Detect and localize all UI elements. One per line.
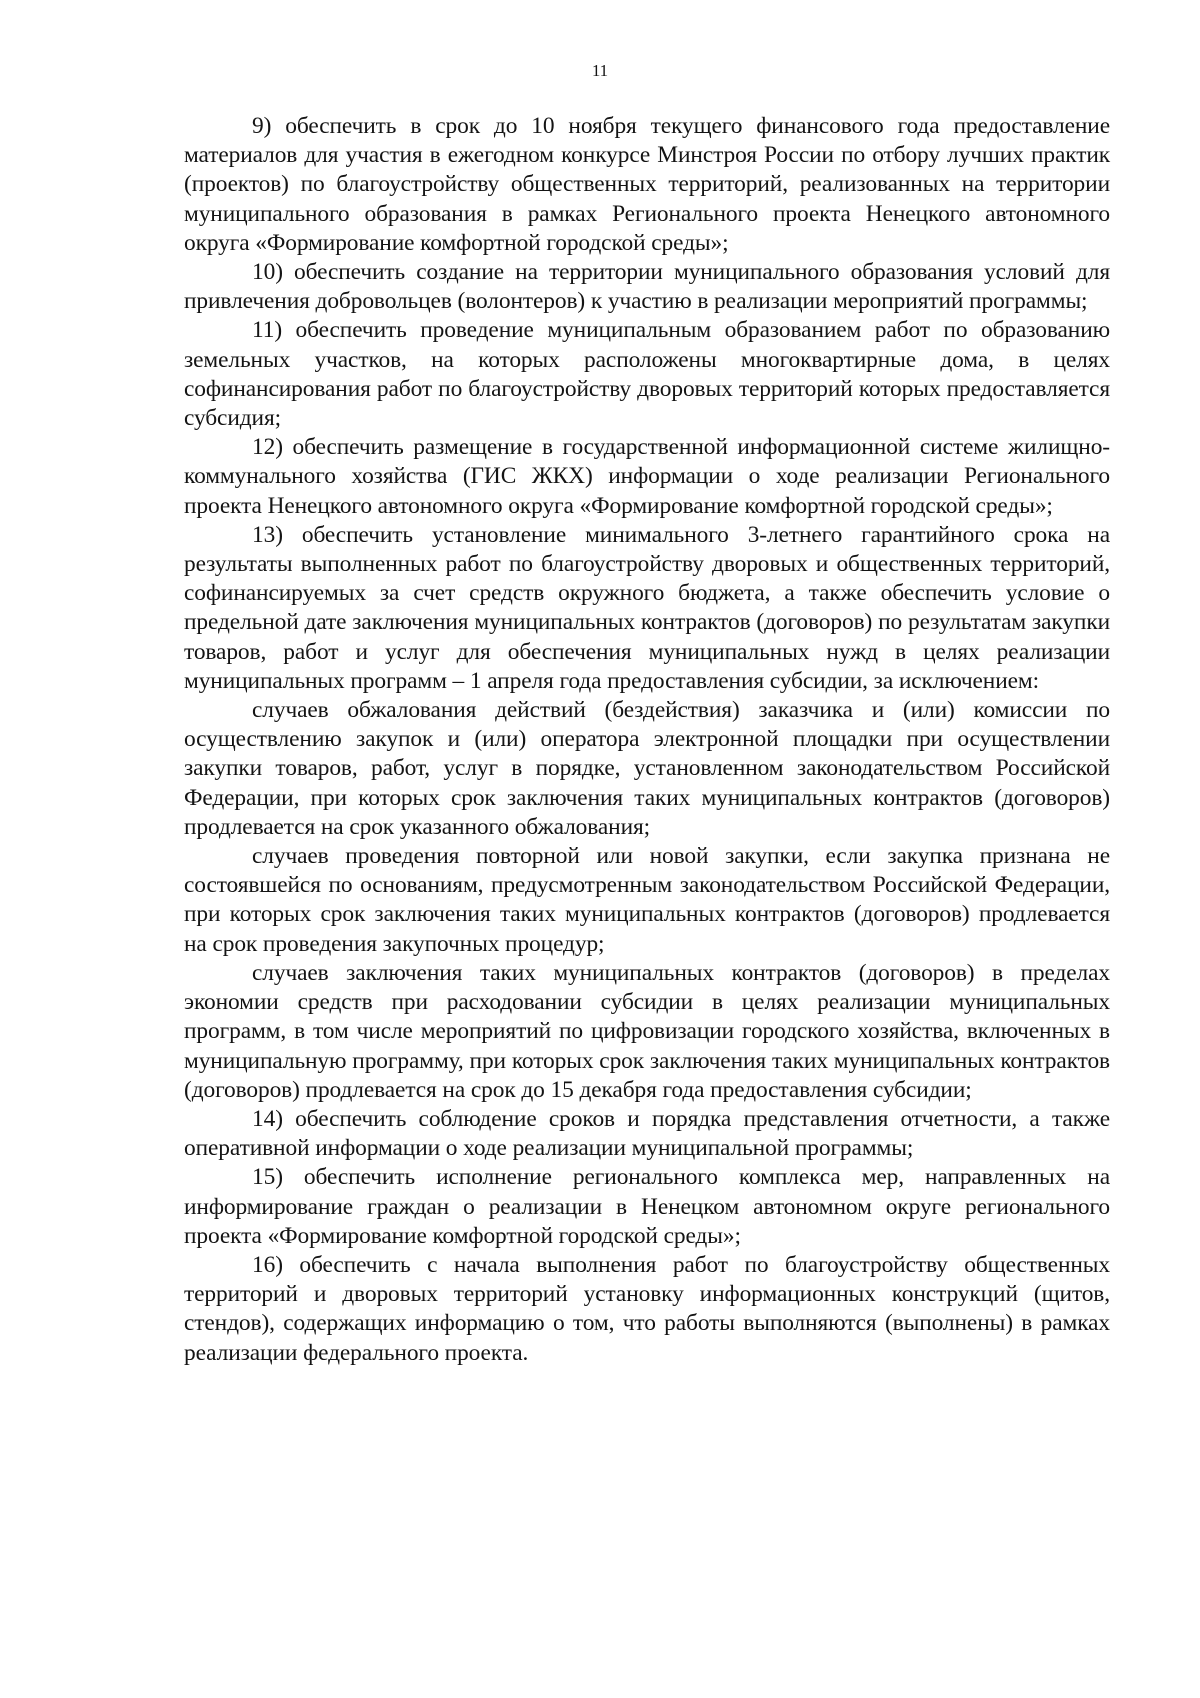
paragraph-item-15: 15) обеспечить исполнение регионального комплекса мер, направленных на информирование граждан о реализации в Ненецком автономном округе регионального проекта «Формирование комфортной городской среды»; — [184, 1164, 1110, 1249]
paragraph-item-10: 10) обеспечить создание на территории муниципального образования условий для привлечения добровольцев (волонтеров) к участию в реализации мероприятий программы; — [184, 259, 1110, 315]
paragraph-item-13: 13) обеспечить установление минимального 3-летнего гарантийного срока на результаты выполненных работ по благоустройству дворовых и общественных территорий, софинансируемых за счет средств окружного бюджета, а также обеспечить условие о предельной дате заключения муниципальных контрактов (договоров) по результатам закупки товаров, работ и услуг для обеспечения муниципальных нужд в целях реализации муниципальных программ – 1 апреля года предоставления субсидии, за исключением: — [184, 521, 1110, 694]
paragraph-exception-savings: случаев заключения таких муниципальных контрактов (договоров) в пределах экономии средств при расходовании субсидии в целях реализации муниципальных программ, в том числе мероприятий по цифровизации городского хозяйства, включенных в муниципальную программу, при которых срок заключения таких муниципальных контрактов (договоров) продлевается на срок до 15 декабря года предоставления субсидии; — [184, 959, 1110, 1103]
paragraph-item-9: 9) обеспечить в срок до 10 ноября текущего финансового года предоставление материалов для участия в ежегодном конкурсе Минстроя России по отбору лучших практик (проектов) по благоустройству общественных территорий, реализованных на территории муниципального образования в рамках Регионального проекта Ненецкого автономного округа «Формирование комфортной городской среды»; — [184, 113, 1110, 256]
paragraph-item-14: 14) обеспечить соблюдение сроков и порядка представления отчетности, а также оперативной информации о ходе реализации муниципальной программы; — [184, 1105, 1110, 1162]
paragraph-item-11: 11) обеспечить проведение муниципальным образованием работ по образованию земельных участков, на которых расположены многоквартирные дома, в целях софинансирования работ по благоустройству дворовых территорий которых предоставляется субсидия; — [184, 317, 1110, 432]
paragraph-exception-repeat-procurement: случаев проведения повторной или новой закупки, если закупка признана не состоявшейся по основаниям, предусмотренным законодательством Российской Федерации, при которых срок заключения таких муниципальных контрактов (договоров) продлевается на срок проведения закупочных процедур; — [184, 843, 1110, 957]
paragraph-item-16: 16) обеспечить с начала выполнения работ по благоустройству общественных территорий и дворовых территорий установку информационных конструкций (щитов, стендов), содержащих информацию о том, что работы выполняются (выполнены) в рамках реализации федерального проекта. — [184, 1251, 1110, 1366]
paragraph-exception-appeal: случаев обжалования действий (бездействия) заказчика и (или) комиссии по осуществлению закупок и (или) оператора электронной площадки при осуществлении закупки товаров, работ, услуг в порядке, установленном законодательством Российской Федерации, при которых срок заключения таких муниципальных контрактов (договоров) продлевается на срок указанного обжалования; — [184, 697, 1110, 840]
document-body — [184, 112, 1110, 1368]
page-number: 11 — [591, 61, 609, 80]
paragraph-item-12: 12) обеспечить размещение в государственной информационной системе жилищно-коммунального хозяйства (ГИС ЖКХ) информации о ходе реализации Регионального проекта Ненецкого автономного округа «Формирование комфортной городской среды»; — [184, 434, 1110, 519]
